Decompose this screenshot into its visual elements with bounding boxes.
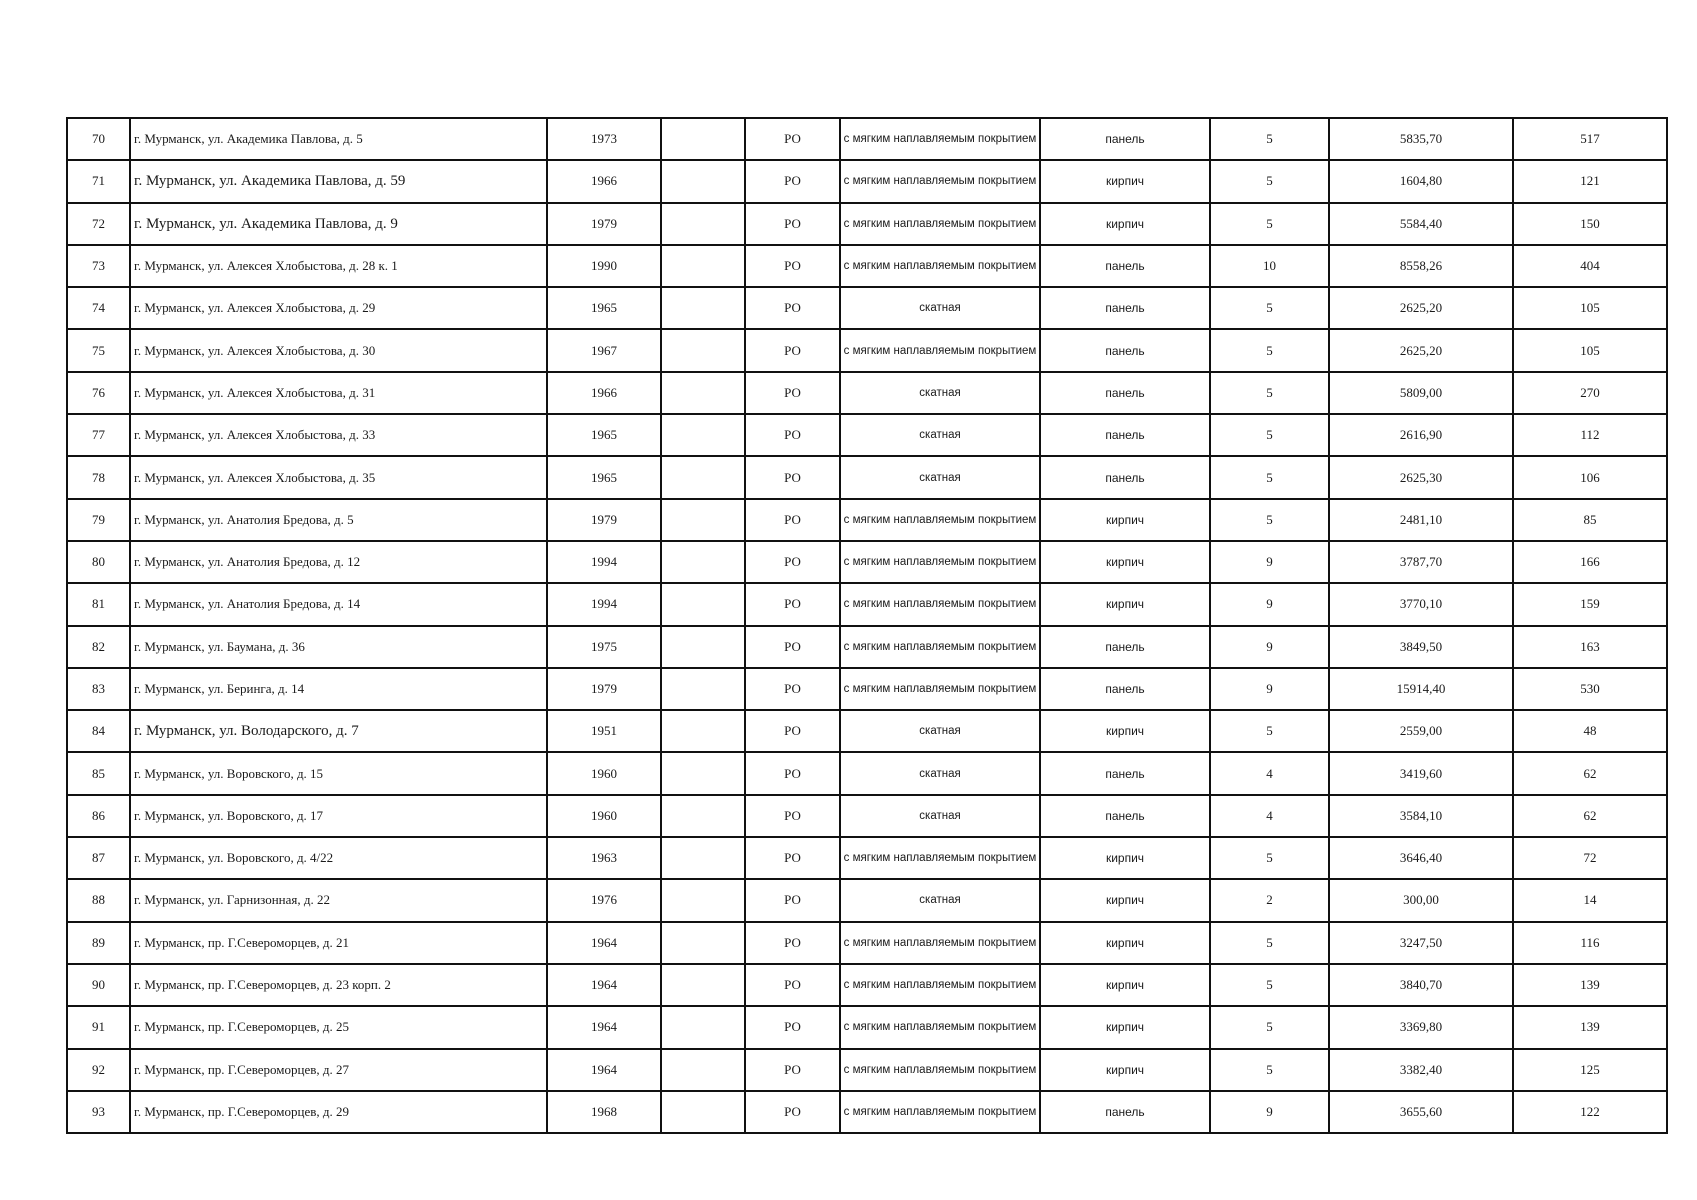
empty-cell [661,752,745,794]
residents-cell: 530 [1513,668,1667,710]
build-year-cell: 1968 [547,1091,661,1133]
program-cell: РО [745,795,840,837]
program-cell: РО [745,752,840,794]
residents-cell: 85 [1513,499,1667,541]
build-year-cell: 1966 [547,160,661,202]
residents-cell: 139 [1513,964,1667,1006]
table-row [67,583,1667,625]
wall-material-cell: кирпич [1040,499,1210,541]
table-row [67,922,1667,964]
empty-cell [661,710,745,752]
wall-material-cell: кирпич [1040,1049,1210,1091]
program-cell: РО [745,456,840,498]
floors-cell: 4 [1210,752,1329,794]
roof-type-cell: скатная [840,879,1040,921]
area-cell: 3382,40 [1329,1049,1513,1091]
wall-material-cell: панель [1040,414,1210,456]
roof-type-cell: с мягким наплавляемым покрытием [840,499,1040,541]
wall-material-cell: панель [1040,287,1210,329]
empty-cell [661,414,745,456]
residents-cell: 159 [1513,583,1667,625]
empty-cell [661,626,745,668]
residents-cell: 125 [1513,1049,1667,1091]
roof-type-cell: с мягким наплавляемым покрытием [840,626,1040,668]
build-year-cell: 1973 [547,118,661,160]
program-cell: РО [745,1049,840,1091]
program-cell: РО [745,1006,840,1048]
row-number-cell: 91 [67,1006,130,1048]
area-cell: 3369,80 [1329,1006,1513,1048]
roof-type-cell: с мягким наплавляемым покрытием [840,1006,1040,1048]
build-year-cell: 1990 [547,245,661,287]
empty-cell [661,922,745,964]
area-cell: 3419,60 [1329,752,1513,794]
floors-cell: 5 [1210,1006,1329,1048]
residents-cell: 122 [1513,1091,1667,1133]
wall-material-cell: панель [1040,795,1210,837]
build-year-cell: 1964 [547,922,661,964]
residents-cell: 163 [1513,626,1667,668]
area-cell: 5584,40 [1329,203,1513,245]
floors-cell: 5 [1210,118,1329,160]
build-year-cell: 1964 [547,1049,661,1091]
empty-cell [661,837,745,879]
empty-cell [661,964,745,1006]
area-cell: 2625,20 [1329,329,1513,371]
table-row [67,541,1667,583]
residents-cell: 121 [1513,160,1667,202]
area-cell: 3840,70 [1329,964,1513,1006]
row-number-cell: 93 [67,1091,130,1133]
roof-type-cell: скатная [840,710,1040,752]
wall-material-cell: кирпич [1040,879,1210,921]
residents-cell: 105 [1513,329,1667,371]
floors-cell: 9 [1210,1091,1329,1133]
roof-type-cell: с мягким наплавляемым покрытием [840,1091,1040,1133]
floors-cell: 9 [1210,583,1329,625]
build-year-cell: 1979 [547,203,661,245]
build-year-cell: 1965 [547,456,661,498]
area-cell: 3655,60 [1329,1091,1513,1133]
roof-type-cell: скатная [840,372,1040,414]
address-cell: г. Мурманск, ул. Анатолия Бредова, д. 14 [130,583,547,625]
empty-cell [661,287,745,329]
residents-cell: 270 [1513,372,1667,414]
program-cell: РО [745,964,840,1006]
address-cell: г. Мурманск, ул. Алексея Хлобыстова, д. 30 [130,329,547,371]
row-number-cell: 88 [67,879,130,921]
roof-type-cell: с мягким наплавляемым покрытием [840,541,1040,583]
wall-material-cell: панель [1040,329,1210,371]
build-year-cell: 1979 [547,499,661,541]
area-cell: 5809,00 [1329,372,1513,414]
wall-material-cell: кирпич [1040,1006,1210,1048]
floors-cell: 9 [1210,626,1329,668]
roof-type-cell: скатная [840,752,1040,794]
empty-cell [661,456,745,498]
build-year-cell: 1976 [547,879,661,921]
address-cell: г. Мурманск, ул. Беринга, д. 14 [130,668,547,710]
address-cell: г. Мурманск, ул. Баумана, д. 36 [130,626,547,668]
table-row [67,1049,1667,1091]
floors-cell: 9 [1210,541,1329,583]
build-year-cell: 1965 [547,414,661,456]
floors-cell: 4 [1210,795,1329,837]
wall-material-cell: панель [1040,668,1210,710]
program-cell: РО [745,879,840,921]
row-number-cell: 70 [67,118,130,160]
row-number-cell: 87 [67,837,130,879]
row-number-cell: 85 [67,752,130,794]
roof-type-cell: с мягким наплавляемым покрытием [840,668,1040,710]
address-cell: г. Мурманск, ул. Алексея Хлобыстова, д. 33 [130,414,547,456]
residents-cell: 139 [1513,1006,1667,1048]
table-row [67,964,1667,1006]
program-cell: РО [745,1091,840,1133]
wall-material-cell: панель [1040,752,1210,794]
roof-type-cell: с мягким наплавляемым покрытием [840,118,1040,160]
floors-cell: 5 [1210,456,1329,498]
empty-cell [661,203,745,245]
address-cell: г. Мурманск, ул. Воровского, д. 15 [130,752,547,794]
wall-material-cell: кирпич [1040,583,1210,625]
floors-cell: 5 [1210,1049,1329,1091]
program-cell: РО [745,160,840,202]
area-cell: 2481,10 [1329,499,1513,541]
roof-type-cell: скатная [840,287,1040,329]
table-row [67,203,1667,245]
roof-type-cell: с мягким наплавляемым покрытием [840,1049,1040,1091]
program-cell: РО [745,922,840,964]
table-row [67,1006,1667,1048]
roof-type-cell: скатная [840,456,1040,498]
address-cell: г. Мурманск, ул. Гарнизонная, д. 22 [130,879,547,921]
address-cell: г. Мурманск, пр. Г.Североморцев, д. 25 [130,1006,547,1048]
residents-cell: 48 [1513,710,1667,752]
build-year-cell: 1966 [547,372,661,414]
row-number-cell: 73 [67,245,130,287]
table-row [67,752,1667,794]
residents-cell: 72 [1513,837,1667,879]
table-body [67,118,1667,1133]
row-number-cell: 84 [67,710,130,752]
program-cell: РО [745,372,840,414]
floors-cell: 5 [1210,837,1329,879]
residents-cell: 112 [1513,414,1667,456]
residents-cell: 14 [1513,879,1667,921]
area-cell: 2625,20 [1329,287,1513,329]
empty-cell [661,245,745,287]
roof-type-cell: скатная [840,795,1040,837]
area-cell: 8558,26 [1329,245,1513,287]
row-number-cell: 72 [67,203,130,245]
row-number-cell: 83 [67,668,130,710]
area-cell: 5835,70 [1329,118,1513,160]
housing-registry-table [66,117,1668,1134]
residents-cell: 116 [1513,922,1667,964]
build-year-cell: 1967 [547,329,661,371]
build-year-cell: 1964 [547,1006,661,1048]
address-cell: г. Мурманск, пр. Г.Североморцев, д. 27 [130,1049,547,1091]
row-number-cell: 71 [67,160,130,202]
area-cell: 3247,50 [1329,922,1513,964]
floors-cell: 5 [1210,372,1329,414]
row-number-cell: 86 [67,795,130,837]
empty-cell [661,118,745,160]
empty-cell [661,668,745,710]
address-cell: г. Мурманск, ул. Академика Павлова, д. 9 [130,203,547,245]
address-cell: г. Мурманск, ул. Алексея Хлобыстова, д. 35 [130,456,547,498]
address-cell: г. Мурманск, ул. Анатолия Бредова, д. 12 [130,541,547,583]
program-cell: РО [745,583,840,625]
area-cell: 300,00 [1329,879,1513,921]
table-row [67,287,1667,329]
empty-cell [661,541,745,583]
program-cell: РО [745,414,840,456]
roof-type-cell: с мягким наплавляемым покрытием [840,964,1040,1006]
residents-cell: 62 [1513,752,1667,794]
empty-cell [661,499,745,541]
residents-cell: 62 [1513,795,1667,837]
table-row [67,795,1667,837]
row-number-cell: 76 [67,372,130,414]
table-row [67,668,1667,710]
empty-cell [661,1006,745,1048]
program-cell: РО [745,710,840,752]
build-year-cell: 1963 [547,837,661,879]
build-year-cell: 1965 [547,287,661,329]
build-year-cell: 1994 [547,541,661,583]
area-cell: 3646,40 [1329,837,1513,879]
floors-cell: 5 [1210,160,1329,202]
row-number-cell: 80 [67,541,130,583]
program-cell: РО [745,837,840,879]
table-row [67,1091,1667,1133]
floors-cell: 5 [1210,499,1329,541]
program-cell: РО [745,541,840,583]
address-cell: г. Мурманск, ул. Воровского, д. 4/22 [130,837,547,879]
roof-type-cell: с мягким наплавляемым покрытием [840,922,1040,964]
roof-type-cell: с мягким наплавляемым покрытием [840,583,1040,625]
floors-cell: 5 [1210,922,1329,964]
table-row [67,456,1667,498]
wall-material-cell: панель [1040,456,1210,498]
roof-type-cell: с мягким наплавляемым покрытием [840,203,1040,245]
program-cell: РО [745,118,840,160]
area-cell: 2625,30 [1329,456,1513,498]
table-row [67,245,1667,287]
roof-type-cell: с мягким наплавляемым покрытием [840,837,1040,879]
program-cell: РО [745,499,840,541]
row-number-cell: 78 [67,456,130,498]
empty-cell [661,372,745,414]
build-year-cell: 1979 [547,668,661,710]
table-row [67,372,1667,414]
address-cell: г. Мурманск, ул. Алексея Хлобыстова, д. 31 [130,372,547,414]
residents-cell: 517 [1513,118,1667,160]
empty-cell [661,329,745,371]
floors-cell: 5 [1210,964,1329,1006]
area-cell: 2616,90 [1329,414,1513,456]
program-cell: РО [745,329,840,371]
address-cell: г. Мурманск, ул. Академика Павлова, д. 59 [130,160,547,202]
table-row [67,710,1667,752]
area-cell: 3787,70 [1329,541,1513,583]
table-row [67,879,1667,921]
program-cell: РО [745,668,840,710]
empty-cell [661,1091,745,1133]
address-cell: г. Мурманск, ул. Алексея Хлобыстова, д. 29 [130,287,547,329]
program-cell: РО [745,287,840,329]
residents-cell: 105 [1513,287,1667,329]
roof-type-cell: с мягким наплавляемым покрытием [840,160,1040,202]
address-cell: г. Мурманск, ул. Воровского, д. 17 [130,795,547,837]
area-cell: 3770,10 [1329,583,1513,625]
residents-cell: 150 [1513,203,1667,245]
area-cell: 1604,80 [1329,160,1513,202]
floors-cell: 2 [1210,879,1329,921]
floors-cell: 10 [1210,245,1329,287]
row-number-cell: 74 [67,287,130,329]
build-year-cell: 1951 [547,710,661,752]
wall-material-cell: панель [1040,372,1210,414]
wall-material-cell: панель [1040,1091,1210,1133]
table-row [67,329,1667,371]
wall-material-cell: панель [1040,118,1210,160]
program-cell: РО [745,245,840,287]
wall-material-cell: панель [1040,626,1210,668]
residents-cell: 106 [1513,456,1667,498]
row-number-cell: 81 [67,583,130,625]
empty-cell [661,583,745,625]
empty-cell [661,1049,745,1091]
row-number-cell: 92 [67,1049,130,1091]
address-cell: г. Мурманск, пр. Г.Североморцев, д. 23 корп. 2 [130,964,547,1006]
table-row [67,499,1667,541]
floors-cell: 5 [1210,287,1329,329]
residents-cell: 404 [1513,245,1667,287]
floors-cell: 9 [1210,668,1329,710]
build-year-cell: 1960 [547,752,661,794]
address-cell: г. Мурманск, ул. Анатолия Бредова, д. 5 [130,499,547,541]
table-row [67,414,1667,456]
wall-material-cell: панель [1040,245,1210,287]
address-cell: г. Мурманск, пр. Г.Североморцев, д. 29 [130,1091,547,1133]
row-number-cell: 79 [67,499,130,541]
empty-cell [661,160,745,202]
program-cell: РО [745,203,840,245]
table-row [67,837,1667,879]
roof-type-cell: с мягким наплавляемым покрытием [840,245,1040,287]
table-row [67,626,1667,668]
build-year-cell: 1964 [547,964,661,1006]
build-year-cell: 1994 [547,583,661,625]
empty-cell [661,795,745,837]
address-cell: г. Мурманск, ул. Академика Павлова, д. 5 [130,118,547,160]
empty-cell [661,879,745,921]
roof-type-cell: скатная [840,414,1040,456]
wall-material-cell: кирпич [1040,541,1210,583]
program-cell: РО [745,626,840,668]
document-page [66,117,1666,1134]
row-number-cell: 82 [67,626,130,668]
table-row [67,160,1667,202]
area-cell: 2559,00 [1329,710,1513,752]
row-number-cell: 89 [67,922,130,964]
area-cell: 15914,40 [1329,668,1513,710]
floors-cell: 5 [1210,414,1329,456]
build-year-cell: 1975 [547,626,661,668]
wall-material-cell: кирпич [1040,837,1210,879]
row-number-cell: 90 [67,964,130,1006]
floors-cell: 5 [1210,710,1329,752]
floors-cell: 5 [1210,329,1329,371]
row-number-cell: 77 [67,414,130,456]
area-cell: 3584,10 [1329,795,1513,837]
wall-material-cell: кирпич [1040,922,1210,964]
row-number-cell: 75 [67,329,130,371]
floors-cell: 5 [1210,203,1329,245]
roof-type-cell: с мягким наплавляемым покрытием [840,329,1040,371]
wall-material-cell: кирпич [1040,964,1210,1006]
address-cell: г. Мурманск, пр. Г.Североморцев, д. 21 [130,922,547,964]
residents-cell: 166 [1513,541,1667,583]
address-cell: г. Мурманск, ул. Алексея Хлобыстова, д. 28 к. 1 [130,245,547,287]
area-cell: 3849,50 [1329,626,1513,668]
table-row [67,118,1667,160]
wall-material-cell: кирпич [1040,710,1210,752]
wall-material-cell: кирпич [1040,160,1210,202]
wall-material-cell: кирпич [1040,203,1210,245]
address-cell: г. Мурманск, ул. Володарского, д. 7 [130,710,547,752]
build-year-cell: 1960 [547,795,661,837]
